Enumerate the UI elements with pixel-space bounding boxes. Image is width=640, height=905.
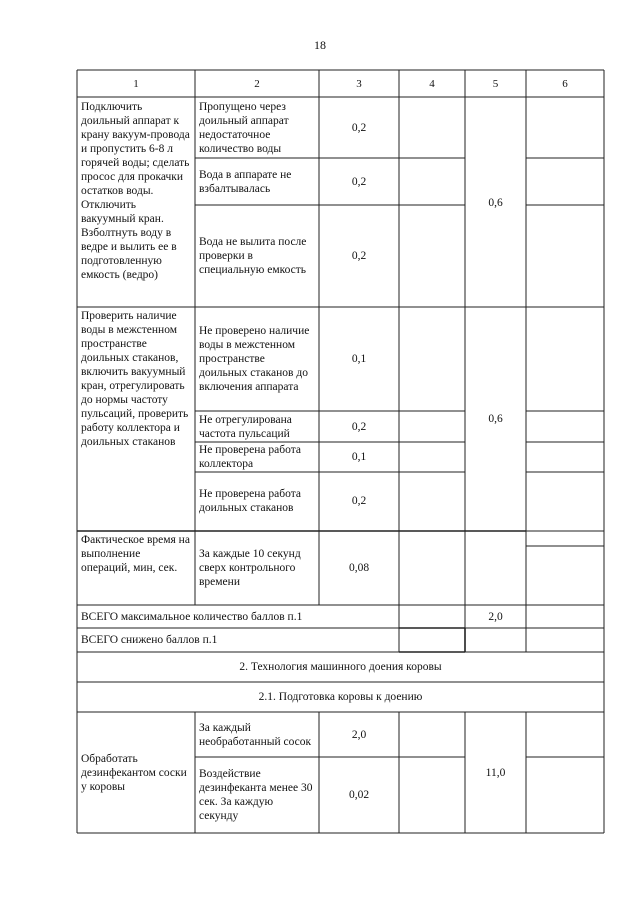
error-text: Пропущено через доильный аппарат недостаточное количество воды (199, 101, 289, 155)
error-points: 0,08 (348, 562, 370, 574)
total-max-value: 2,0 (488, 610, 503, 623)
error-text: Не проверена работа доильных стаканов (199, 488, 301, 514)
error-points: 0,2 (351, 495, 367, 507)
error-text: Вода в аппарате не взбалтывалась (199, 168, 292, 195)
header-col-4: 4 (429, 77, 435, 90)
header-col-3: 3 (356, 77, 362, 90)
header-col-6: 6 (562, 77, 568, 90)
header-col-1: 1 (133, 77, 139, 90)
page-number: 18 (314, 38, 326, 52)
subsection-title: 2.1. Подготовка коровы к доению (258, 691, 423, 703)
max-points: 0,6 (488, 196, 503, 209)
error-points: 0,1 (351, 451, 367, 463)
error-text: За каждые 10 секунд сверх контрольного времени (199, 548, 301, 588)
operation-actual-time: Фактическое время на выполнение операций, мин, сек. (81, 534, 190, 574)
error-text: За каждый необработанный сосок (199, 721, 312, 748)
error-points: 0,2 (351, 250, 367, 262)
error-points: 0,1 (351, 353, 367, 365)
max-points: 11,0 (485, 766, 506, 779)
error-text: Воздействие дезинфеканта менее 30 сек. За каждую секунду (199, 768, 313, 822)
error-text: Вода не вылита после проверки в специальную емкость (199, 236, 307, 276)
error-text: Не проверено наличие воды в межстенном пространстве доильных стаканов до включения аппарата (199, 325, 310, 393)
error-points: 0,2 (351, 420, 367, 433)
section-title: 2. Технология машинного доения коровы (239, 661, 442, 673)
error-points: 2,0 (351, 728, 367, 741)
error-text: Не проверена работа коллектора (199, 444, 301, 470)
error-points: 0,2 (351, 122, 367, 134)
total-max-label: ВСЕГО максимальное количество баллов п.1 (81, 610, 303, 623)
operation-check-water: Проверить наличие воды в межстенном пространстве доильных стаканов, включить вакуумный кран, отрегулировать до нормы частоту пульсаций, проверить работу коллектора и доильных стаканов (81, 310, 189, 448)
max-points: 0,6 (488, 412, 503, 425)
total-reduced-label: ВСЕГО снижено баллов п.1 (81, 634, 218, 646)
error-points: 0,2 (351, 175, 367, 188)
operation-connect-apparatus: Подключить доильный аппарат к крану вакуум-провода и пропустить 6-8 л горячей воды; сделать просос для прокачки остатков воды. Отключить вакуумный кран. Взболтнуть воду в ведре и вылить ее в подготовленную емкость (ведро) (81, 101, 190, 281)
header-col-2: 2 (254, 77, 260, 90)
error-points: 0,02 (348, 789, 370, 801)
error-text: Не отрегулирована частота пульсаций (199, 413, 292, 440)
operation-disinfect: Обработать дезинфекантом соски у коровы (81, 752, 187, 793)
header-col-5: 5 (492, 77, 499, 90)
